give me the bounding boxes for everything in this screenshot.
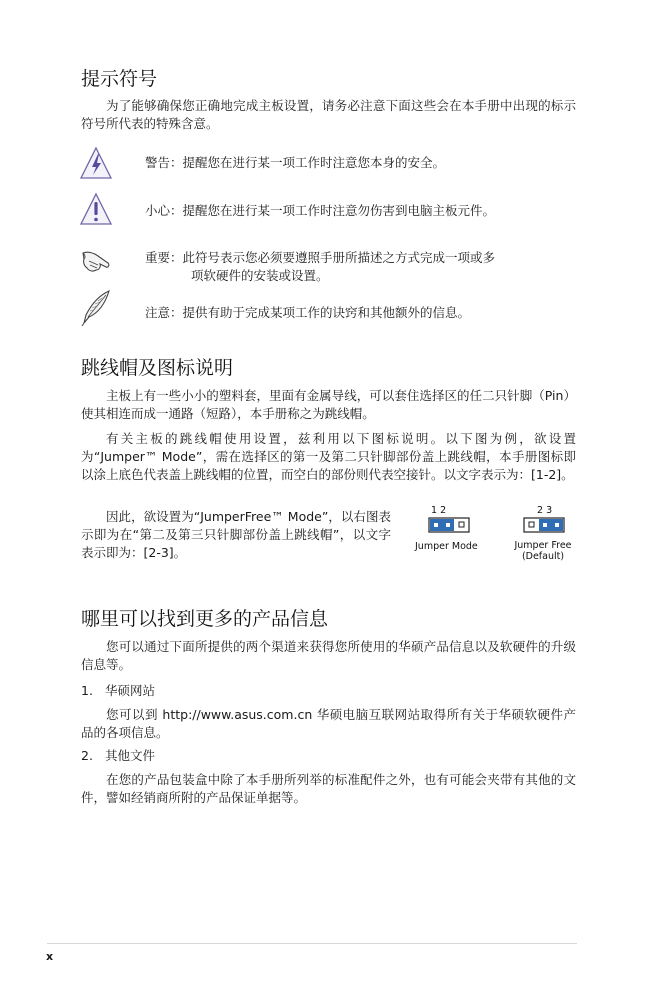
jumper-mode-caption: Jumper Mode [415, 541, 478, 552]
jumper-mode-diagram [428, 517, 470, 533]
item-1-text: 您可以到 http://www.asus.com.cn 华硕电脑互联网站取得所有关于华硕软硬件产品的各项信息。 [81, 707, 576, 740]
jumper-para-3: 因此，欲设置为“JumperFree™ Mode”，以右图表示即为在“第二及第三只针脚部份盖上跳线帽”，以文字表示即为：[2-3]。 [81, 509, 391, 560]
jumper-free-diagram [523, 517, 565, 533]
important-text: 此符号表示您必须要遵照手册所描述之方式完成一项或多 [182, 250, 496, 265]
important-row [145, 248, 495, 267]
item-2-text: 在您的产品包装盒中除了本手册所列举的标准配件之外，也有可能会夹带有其他的文件，譬如经销商所附的产品保证单据等。 [81, 772, 576, 805]
more-info-intro: 您可以通过下面所提供的两个渠道来获得您所使用的华硕产品信息以及软硬件的升级信息等。 [81, 639, 576, 672]
jumper-free-caption-2: (Default) [521, 551, 565, 562]
caution-label: 小心： [145, 203, 183, 218]
note-label: 注意： [145, 305, 183, 320]
item-1-number: 1. [81, 683, 93, 698]
item-2-number: 2. [81, 748, 93, 763]
item-2-heading [81, 747, 155, 765]
note-row [145, 303, 470, 322]
section-title-notation: 提示符号 [81, 68, 158, 90]
item-2-title: 其他文件 [105, 748, 156, 763]
warning-row [145, 153, 445, 172]
jumper-free-caption-1: Jumper Free [514, 540, 572, 551]
jumper-left-pins: 1 2 [431, 505, 447, 516]
page-number: x [46, 950, 54, 963]
section-title-jumper: 跳线帽及图标说明 [81, 357, 234, 379]
caution-icon [80, 192, 112, 226]
notation-intro: 为了能够确保您正确地完成主板设置，请务必注意下面这些会在本手册中出现的标示符号所代表的特殊含意。 [81, 98, 576, 131]
quill-pen-icon [80, 289, 112, 327]
important-text-cont: 项软硬件的安装或设置。 [191, 268, 329, 283]
warning-label: 警告： [145, 155, 183, 170]
section-title-more-info: 哪里可以找到更多的产品信息 [81, 608, 329, 630]
important-label: 重要： [145, 250, 183, 265]
hand-pointing-icon [80, 244, 112, 278]
footer-divider [47, 943, 577, 944]
caution-text: 提醒您在进行某一项工作时注意勿伤害到电脑主板元件。 [182, 203, 496, 218]
caution-row [145, 201, 495, 220]
warning-text: 提醒您在进行某一项工作时注意您本身的安全。 [182, 155, 446, 170]
note-text: 提供有助于完成某项工作的诀窍和其他额外的信息。 [182, 305, 471, 320]
item-1-heading [81, 682, 155, 700]
jumper-para-2: 有关主板的跳线帽使用设置，兹利用以下图标说明。以下图为例，欲设置为“Jumper™ Mode”，需在选择区的第一及第二只针脚部份盖上跳线帽，本手册图标即以涂上底色代表盖上跳线帽的位置，而空白的部份则代表空接针。以文字表示为：[1-2]。 [81, 431, 576, 482]
item-1-title: 华硕网站 [105, 683, 156, 698]
jumper-para-1: 主板上有一些小小的塑料套，里面有金属导线，可以套住选择区的任二只针脚（Pin）使其相连而成一通路（短路），本手册称之为跳线帽。 [81, 388, 576, 421]
jumper-free-caption [512, 540, 574, 562]
jumper-right-pins: 2 3 [537, 505, 553, 516]
lightning-warning-icon [80, 146, 112, 180]
